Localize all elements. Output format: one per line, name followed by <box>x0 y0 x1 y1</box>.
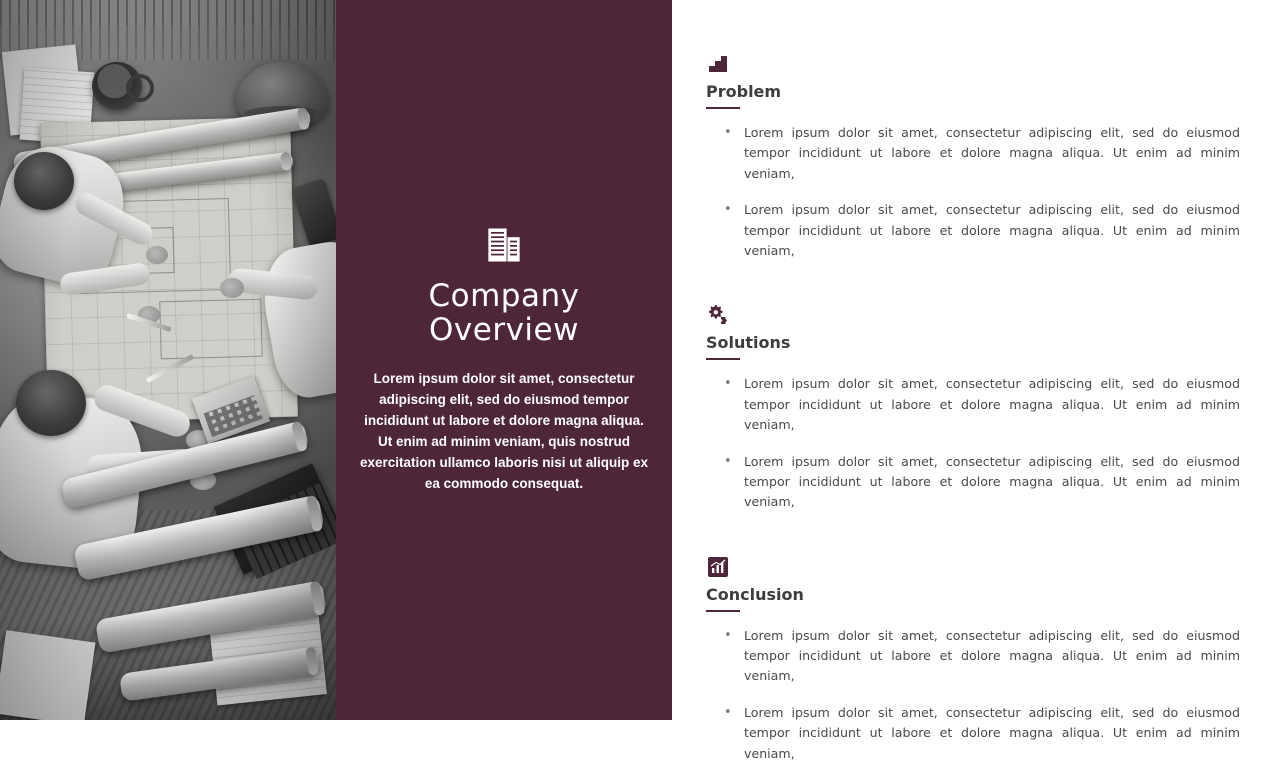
table-slat <box>0 0 336 26</box>
gears-puzzle-icon <box>706 303 730 327</box>
list-item: • Lorem ipsum dolor sit amet, consectetur adipiscing elit, sed do eiusmod tempor incididunt ut labore et dolore magna aliqua. Ut enim ad minim veniam, <box>706 200 1240 261</box>
bullet-list <box>706 374 1240 512</box>
table-slat <box>0 26 336 46</box>
person-hand <box>220 278 244 298</box>
list-item: • Lorem ipsum dolor sit amet, consectetur adipiscing elit, sed do eiusmod tempor incididunt ut labore et dolore magna aliqua. Ut enim ad minim veniam, <box>706 123 1240 184</box>
content-area <box>672 0 1280 761</box>
section-title: Problem <box>706 82 782 101</box>
blueprint-drawing <box>159 299 262 360</box>
bar-chart-icon <box>706 555 730 579</box>
person-hand <box>146 246 168 264</box>
title-panel <box>336 0 672 720</box>
section-title: Conclusion <box>706 584 804 604</box>
slide-photo <box>0 0 336 720</box>
bullet-list <box>706 626 1240 764</box>
section-underline <box>706 107 740 109</box>
section-solutions <box>706 303 1240 512</box>
panel-description: Lorem ipsum dolor sit amet, consectetur adipiscing elit, sed do eiusmod tempor incididunt ut labore et dolore magna aliqua. Ut enim ad minim veniam, quis nostrud exercitation ullamco laboris nisi ut aliquip ex ea commodo consequat. <box>359 371 649 491</box>
person-head <box>16 370 86 436</box>
section-underline <box>706 358 740 360</box>
person-head <box>14 152 74 210</box>
list-item: • Lorem ipsum dolor sit amet, consectetur adipiscing elit, sed do eiusmod tempor incididunt ut labore et dolore magna aliqua. Ut enim ad minim veniam, <box>706 452 1240 513</box>
list-item: • Lorem ipsum dolor sit amet, consectetur adipiscing elit, sed do eiusmod tempor incididunt ut labore et dolore magna aliqua. Ut enim ad minim veniam, <box>706 626 1240 687</box>
bullet-list <box>706 123 1240 261</box>
list-item: • Lorem ipsum dolor sit amet, consectetur adipiscing elit, sed do eiusmod tempor incididunt ut labore et dolore magna aliqua. Ut enim ad minim veniam, <box>706 374 1240 435</box>
section-underline <box>706 610 740 612</box>
stairs-icon <box>706 52 730 76</box>
paper-sheet <box>0 630 95 720</box>
page-title: Company Overview <box>428 278 580 349</box>
section-title: Solutions <box>706 333 791 353</box>
building-icon <box>483 225 525 265</box>
list-item: • Lorem ipsum dolor sit amet, consectetur adipiscing elit, sed do eiusmod tempor incididunt ut labore et dolore magna aliqua. Ut enim ad minim veniam, <box>706 703 1240 764</box>
section-problem <box>706 52 1240 261</box>
section-conclusion <box>706 555 1240 764</box>
coffee-mug <box>92 62 142 110</box>
